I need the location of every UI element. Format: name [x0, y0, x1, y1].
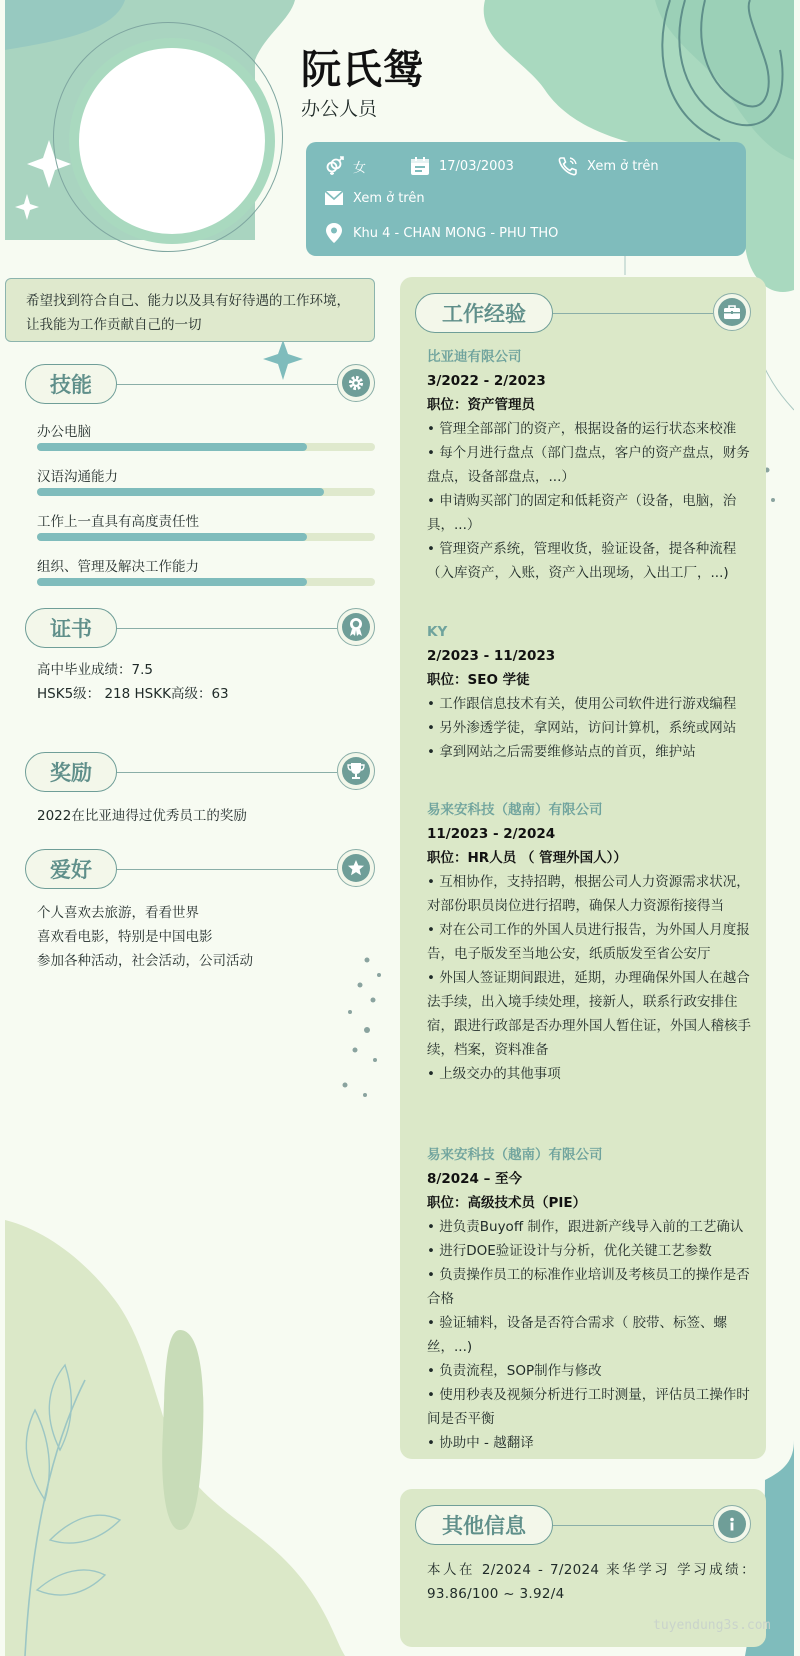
experience-entry [427, 620, 755, 764]
skill-label: 办公电脑 [37, 424, 91, 440]
duty-item: • 验证辅料，设备是否符合需求（ 胶带、标签、螺丝，...) [427, 1315, 728, 1355]
gender-value: 女 [353, 160, 367, 176]
work-period: 2/2023 - 11/2023 [427, 648, 556, 664]
gear-icon [337, 364, 375, 402]
duty-item: • 每个月进行盘点（部门盘点，客户的资产盘点，财务盘点，设备部盘点，...） [427, 445, 750, 485]
skill-bar [37, 578, 375, 586]
briefcase-icon [713, 293, 751, 331]
duty-item: • 协助中 - 越翻译 [427, 1435, 534, 1451]
work-period: 11/2023 - 2/2024 [427, 826, 556, 842]
watermark: tuyendung3s.com [653, 1618, 771, 1633]
certificates-heading [25, 608, 375, 650]
duty-item: • 外国人签证期间跟进，延期，办理确保外国人在越合法手续，出入境手续处理，接新人，联系行政安排住宿，跟进行政部是否办理外国人暂住证，外国人稽核手续，档案，资料准备 [427, 970, 751, 1058]
birthdate-value: 17/03/2003 [439, 158, 514, 174]
skill-bar [37, 488, 375, 496]
job-role: 职位：高级技术员（PIE） [427, 1195, 587, 1211]
duty-item: • 申请购买部门的固定和低耗资产（设备，电脑，治具，...） [427, 493, 737, 533]
company-name: KY [427, 624, 448, 640]
skill-bar [37, 443, 375, 451]
award-item: 2022在比亚迪得过优秀员工的奖励 [37, 808, 247, 824]
hobby-item: 喜欢看电影，特别是中国电影 [37, 929, 213, 945]
awards-heading [25, 752, 375, 794]
duty-item: • 上级交办的其他事项 [427, 1066, 561, 1082]
certificate-item: 高中毕业成绩：7.5 [37, 662, 153, 678]
contact-info-box [306, 142, 746, 256]
duty-item: • 使用秒表及视频分析进行工时测量，评估员工操作时间是否平衡 [427, 1387, 750, 1427]
skill-bar [37, 533, 375, 541]
candidate-name: 阮氏鸳 [301, 47, 424, 93]
duty-item: • 负责流程，SOP制作与修改 [427, 1363, 602, 1379]
job-title: 办公人员 [301, 98, 378, 120]
email-icon [324, 190, 344, 206]
star-icon [337, 849, 375, 887]
email-field[interactable] [324, 190, 425, 206]
career-objective: 希望找到符合自己、能力以及具有好待遇的工作环境，让我能为工作贡献自己的一切 [5, 278, 375, 342]
experience-entry [427, 345, 755, 585]
job-role: 职位：HR人员 （ 管理外国人）） [427, 850, 627, 866]
location-pin-icon [324, 222, 344, 244]
company-name: 比亚迪有限公司 [427, 349, 522, 365]
resume-page [5, 0, 794, 1656]
skills-heading [25, 364, 375, 406]
duty-item: • 进行DOE验证设计与分析，优化关键工艺参数 [427, 1243, 712, 1259]
section-title: 其他信息 [415, 1505, 553, 1545]
duty-item: • 互相协作，支持招聘，根据公司人力资源需求状况，对部份职员岗位进行招聘，确保人力资源衔接得当 [427, 874, 750, 914]
work-period: 8/2024 – 至今 [427, 1171, 523, 1187]
experience-entry [427, 798, 755, 1086]
duty-item: • 工作跟信息技术有关，使用公司软件进行游戏编程 [427, 696, 737, 712]
section-title: 证书 [25, 608, 117, 648]
award-ribbon-icon [337, 608, 375, 646]
other-info-heading [415, 1505, 755, 1547]
address-field [324, 222, 558, 244]
duty-item: • 管理资产系统，管理收货，验证设备，提各种流程（入库资产，入账，资产入出现场，入出工厂，...) [427, 541, 737, 581]
hobbies-heading [25, 849, 375, 891]
experience-heading [415, 293, 755, 335]
phone-icon [558, 156, 578, 176]
company-name: 易来安科技（越南）有限公司 [427, 1147, 603, 1163]
hobby-item: 参加各种活动，社会活动，公司活动 [37, 953, 253, 969]
address-value: Khu 4 - CHAN MONG - PHU THO [353, 225, 559, 241]
duty-item: • 管理全部部门的资产，根据设备的运行状态来校准 [427, 421, 737, 437]
section-title: 工作经验 [415, 293, 553, 333]
duty-item: • 另外渗透学徒，拿网站，访问计算机，系统或网站 [427, 720, 737, 736]
phone-field[interactable] [558, 156, 659, 176]
info-icon [713, 1505, 751, 1543]
profile-photo[interactable] [69, 38, 275, 244]
section-title: 奖励 [25, 752, 117, 792]
section-title: 爱好 [25, 849, 117, 889]
job-role: 职位：资产管理员 [427, 397, 535, 413]
duty-item: • 负责操作员工的标准作业培训及考核员工的操作是否合格 [427, 1267, 750, 1307]
gender-field [324, 156, 366, 176]
email-value: Xem ở trên [353, 190, 425, 206]
birthdate-field [410, 156, 514, 176]
hobby-item: 个人喜欢去旅游，看看世界 [37, 905, 199, 921]
gender-icon [324, 156, 344, 176]
work-period: 3/2022 - 2/2023 [427, 373, 546, 389]
skill-label: 组织、管理及解决工作能力 [37, 559, 199, 575]
certificate-item: HSK5级： 218 HSKK高级：63 [37, 686, 229, 702]
other-info-text: 本人在 2/2024 - 7/2024 来华学习 学习成绩：93.86/100 ~ 3.92/4 [427, 1562, 755, 1602]
section-title: 技能 [25, 364, 117, 404]
company-name: 易来安科技（越南）有限公司 [427, 802, 603, 818]
calendar-icon [410, 156, 430, 176]
skill-label: 汉语沟通能力 [37, 469, 118, 485]
job-role: 职位：SEO 学徒 [427, 672, 530, 688]
trophy-icon [337, 752, 375, 790]
duty-item: • 进负责Buyoff 制作，跟进新产线导入前的工艺确认 [427, 1219, 744, 1235]
duty-item: • 对在公司工作的外国人员进行报告，为外国人月度报告，电子版发至当地公安，纸质版发至省公安厅 [427, 922, 750, 962]
experience-entry [427, 1143, 755, 1455]
skill-label: 工作上一直具有高度责任性 [37, 514, 199, 530]
phone-value: Xem ở trên [587, 158, 659, 174]
duty-item: • 拿到网站之后需要维修站点的首页，维护站 [427, 744, 696, 760]
